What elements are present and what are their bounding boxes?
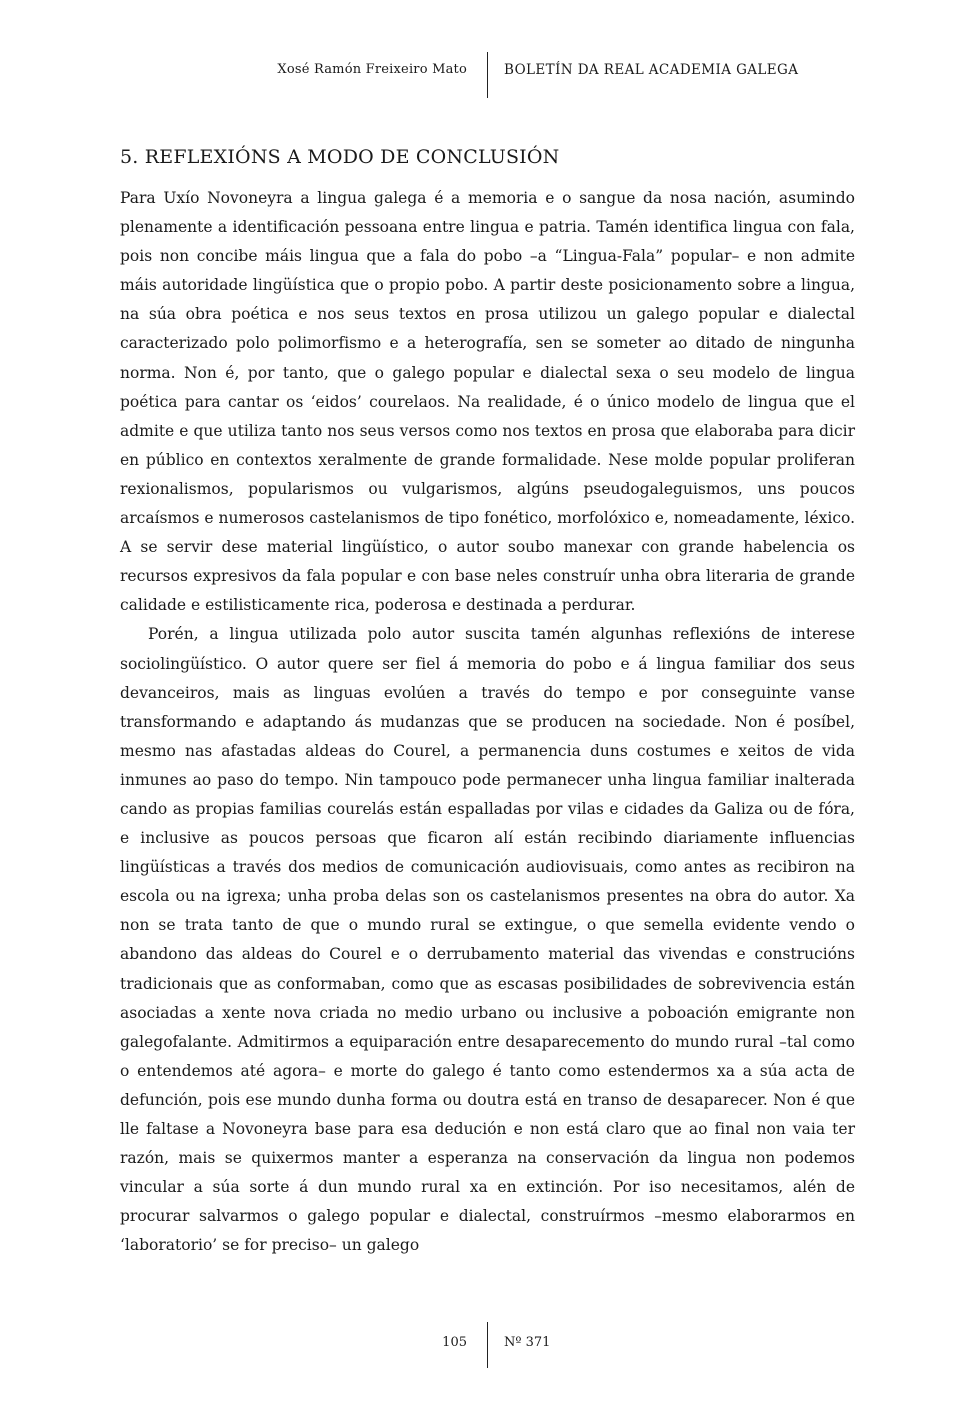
paragraph-1: Para Uxío Novoneyra a lingua galega é a memoria e o sangue da nosa nación, asumindo plenamente a identificación pessoana entre lingua e patria. Tamén identifica lingua con fala, pois non concibe máis lingua que a fala do pobo –a “Lingua-Fala” popular– e non admite máis autoridade lingüística que o propio pobo. A partir deste posicionamento sobre a lingua, na súa obra poética e nos seus textos en prosa utilizou un galego popular e dialectal caracterizado polo polimorfismo e a heterografía, sen se someter ao ditado de ningunha norma. Non é, por tanto, que o galego popular e dialectal sexa o seu modelo de lingua poética para cantar os ‘eidos’ courelaos. Na realidade, é o único modelo de lingua que el admite e que utiliza tanto nos seus versos como nos textos en prosa que elaboraba para dicir en público en contextos xeralmente de grande formalidade. Nese molde popular proliferan rexionalismos, popularismos ou vulgarismos, algúns pseudogaleguismos, uns poucos arcaísmos e numerosos castelanismos de tipo fonético, morfolóxico e, nomeadamente, léxico. A se servir dese material lingüístico, o autor soubo manexar con grande habelencia os recursos expresivos da fala popular e con base neles construír unha obra literaria de grande calidade e estilisticamente rica, poderosa e destinada a perdurar.	[120, 189, 855, 615]
header-divider	[487, 52, 488, 98]
issue-number: Nº 371	[504, 1335, 551, 1350]
section-heading: 5. REFLEXIÓNS A MODO DE CONCLUSIÓN	[120, 146, 560, 168]
header-journal-title: BOLETÍN DA REAL ACADEMIA GALEGA	[504, 62, 799, 78]
page-number: 105	[442, 1335, 467, 1350]
footer-divider	[487, 1322, 488, 1368]
paragraph-2: Porén, a lingua utilizada polo autor suscita tamén algunhas reflexións de interese sociolingüístico. O autor quere ser fiel á memoria do pobo e á lingua familiar dos seus devanceiros, mais as linguas evolúen a través do tempo e por conseguinte vanse transformando e adaptando ás mudanzas que se producen na sociedade. Non é posíbel, mesmo nas afastadas aldeas do Courel, a permanencia duns costumes e xeitos de vida inmunes ao paso do tempo. Nin tampouco pode permanecer unha lingua familiar inalterada cando as propias familias courelás están espalladas por vilas e cidades da Galiza ou de fóra, e inclusive as poucos persoas que ficaron alí están recibindo diariamente influencias lingüísticas a través dos medios de comunicación audiovisuais, como antes as recibiron na escola ou na igrexa; unha proba delas son os castelanismos presentes na obra do autor. Xa non se trata tanto de que o mundo rural se extingue, o que semella evidente vendo o abandono das aldeas do Courel e o derrubamento material das vivendas e construcións tradicionais que as conformaban, como que as escasas posibilidades de sobrevivencia están asociadas a xente nova criada no medio urbano ou inclusive a poboación emigrante non galegofalante. Admitirmos a equiparación entre desaparecemento do mundo rural –tal como o entendemos até agora– e morte do galego é tanto como estendermos xa a súa acta de defunción, pois ese mundo dunha forma ou doutra está en transo de desaparecer. Non é que lle faltase a Novoneyra base para esa dedución e non está claro que ao final non vaia ter razón, mais se quixermos manter a esperanza na conservación da lingua non podemos vincular a súa sorte á dun mundo rural xa en extinción. Por iso necesitamos, alén de procurar salvarmos o galego popular e dialectal, construírmos –mesmo elaborarmos en ‘laboratorio’ se for preciso– un galego	[120, 625, 855, 1255]
body-text	[120, 184, 855, 1260]
header-author: Xosé Ramón Freixeiro Mato	[277, 62, 467, 77]
